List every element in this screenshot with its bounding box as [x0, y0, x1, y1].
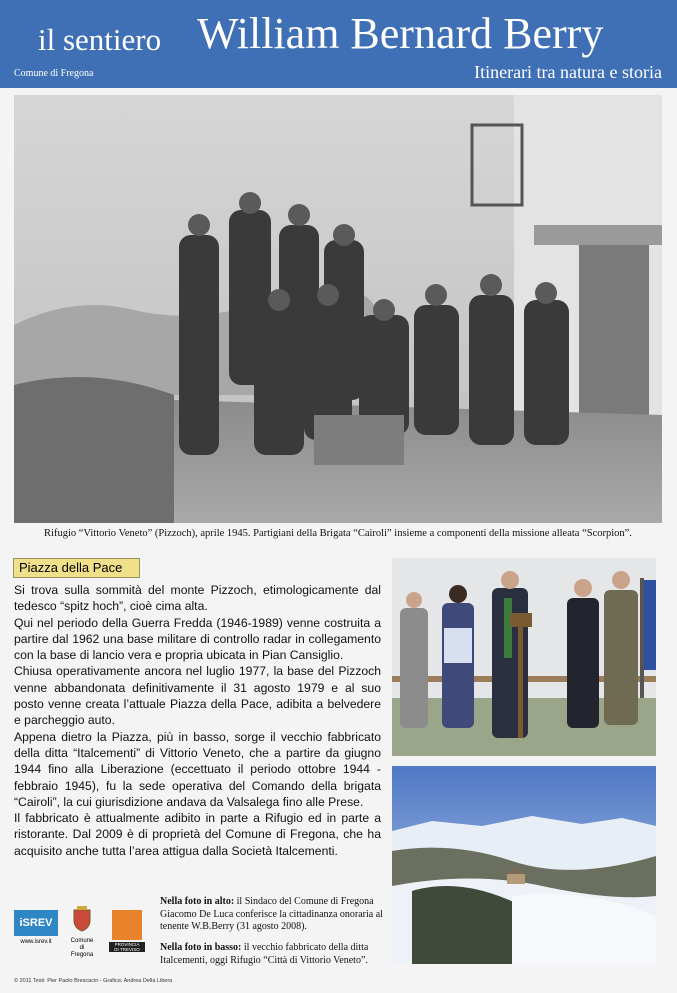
subtitle: Itinerari tra natura e storia — [474, 62, 662, 82]
logos-area — [14, 906, 149, 962]
paragraph-3: Chiusa operativamente ancora nel luglio 1977, la base del Pizzoch venne abbandonata definitivamente il 31 agosto 1979 e al suo posto venne creata l’attuale Piazza della Pace, adibita a belvedere e parcheggio auto. — [14, 664, 381, 728]
ceremony-photo — [392, 558, 656, 756]
isrev-url: www.isrev.it — [20, 939, 52, 945]
paragraph-5: Il fabbricato è attualmente adibito in parte a Rifugio ed in parte a ristorante. Dal 2009 è di proprietà del Comune di Fregona, che ha acquisito anche tutta l’area attigua dalla Società Italcementi. — [14, 811, 381, 858]
refuge-photo-drawing — [392, 766, 656, 964]
header-banner — [0, 0, 677, 88]
isrev-logo: iSREV — [14, 910, 58, 936]
refuge-photo — [392, 766, 656, 964]
credits-footer: © 2011 Testi: Pier Paolo Brescacin - Grafica: Andrea Della Libera — [14, 978, 173, 984]
comune-crest-icon — [72, 906, 92, 932]
paragraph-4: Appena dietro la Piazza, più in basso, sorge il vecchio fabbricato della ditta “Italcementi” di Vittorio Veneto, che a partire da giugno 1944 fino alla Liberazione (eccettuato il periodo ottobre 1944 - febbraio 1945), fu la sede operativa del Comando della brigata “Cairoli”, la cui giurisdizione andava da Valsalega fino alle Prese. — [14, 729, 381, 809]
provincia-label: PROVINCIA DI TREVISO — [109, 942, 145, 952]
title-name: William Bernard Berry — [197, 9, 604, 58]
top-photo-caption: Rifugio “Vittorio Veneto” (Pizzoch), aprile 1945. Partigiani della Brigata “Cairoli” insieme a componenti della missione alleata “Scorpion”. — [44, 528, 632, 539]
historic-group-photo — [14, 95, 662, 523]
paragraph-2: Qui nel periodo della Guerra Fredda (1946-1989) venne costruita a partire dal 1962 una base militare di controllo radar in collegamento con la base di lancio vera e propria ubicata in Pian Cansiglio. — [14, 615, 381, 663]
lower-photo-caption: Nella foto in basso: il vecchio fabbricato della ditta Italcementi, oggi Rifugio “Città di Vittorio Veneto”. — [160, 942, 369, 966]
section-body — [14, 582, 381, 859]
comune-label: Comune di Fregona — [14, 68, 94, 79]
title-prefix: il sentiero — [38, 22, 162, 57]
ceremony-photo-drawing — [392, 558, 656, 756]
provincia-logo-icon — [112, 910, 142, 940]
paragraph-1: Si trova sulla sommità del monte Pizzoch, etimologicamente dal tedesco “spitz hoch”, cioè cima alta. — [14, 583, 381, 614]
section-title: Piazza della Pace — [13, 558, 140, 578]
comune-label: Comune di Fregona — [70, 938, 94, 958]
historic-photo-drawing — [14, 95, 662, 523]
upper-photo-caption: Nella foto in alto: il Sindaco del Comune di Fregona Giacomo De Luca conferisce la cittadinanza onoraria al tenente W.B.Berry (31 agosto 2008). — [160, 896, 383, 932]
